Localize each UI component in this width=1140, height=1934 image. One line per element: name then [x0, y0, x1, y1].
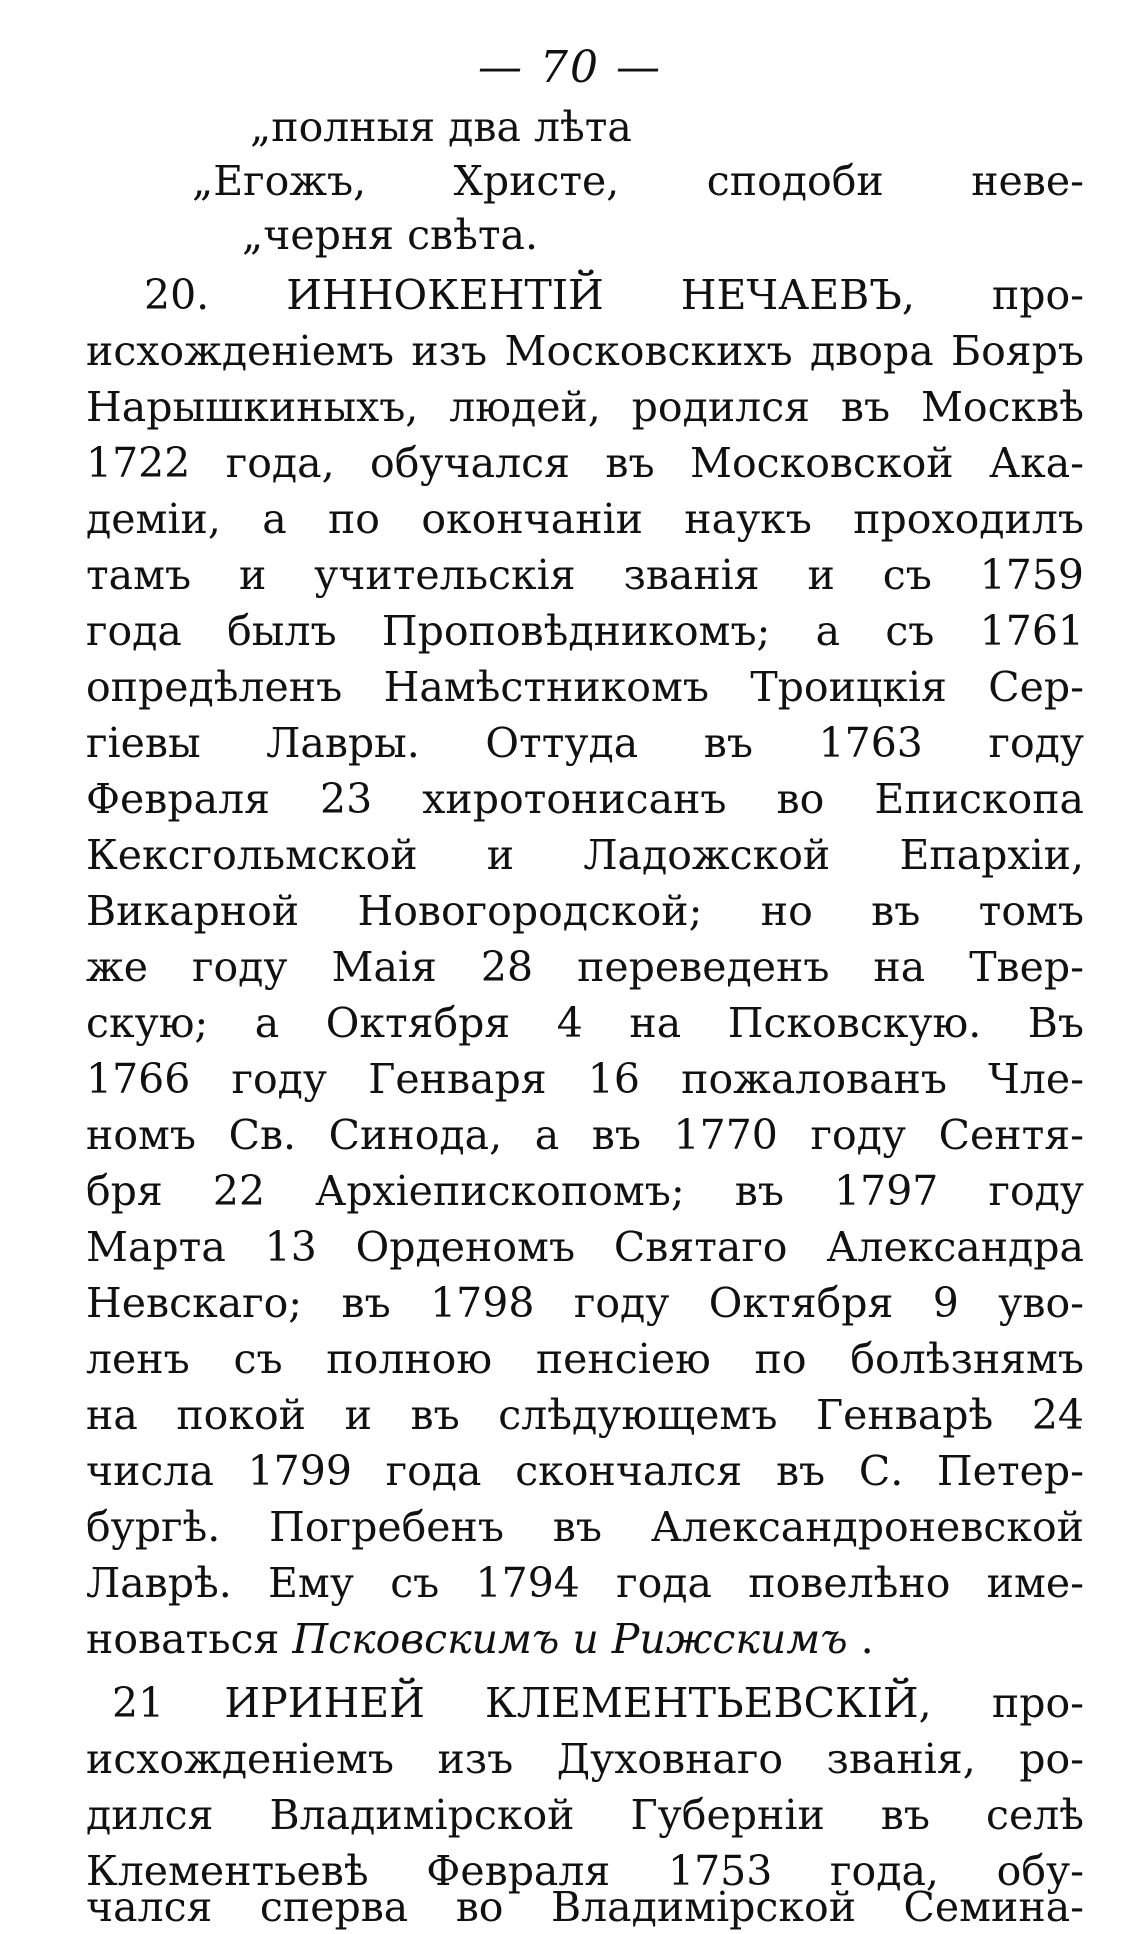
- text-line: Нарышкиныхъ, людей, родился въ Москвѣ: [86, 383, 1084, 431]
- text-line: Кексгольмской и Ладожской Епархіи,: [86, 831, 1084, 879]
- text-line: числа 1799 года скончался въ С. Петер-: [86, 1447, 1084, 1495]
- text-line: тамъ и учительскія званія и съ 1759: [86, 551, 1084, 599]
- text-line: чался сперва во Владимірской Семина-: [86, 1883, 1084, 1930]
- text-line: Февраля 23 хиротонисанъ во Епископа: [86, 775, 1084, 823]
- text-line: Клементьевѣ Февраля 1753 года, обу-: [86, 1847, 1084, 1895]
- text-line: исхожденіемъ изъ Московскихъ двора Бояръ: [86, 327, 1084, 375]
- text-line: Лаврѣ. Ему съ 1794 года повелѣно име-: [86, 1559, 1084, 1607]
- text-line: Марта 13 Орденомъ Святаго Александра: [86, 1223, 1084, 1271]
- text-line: Викарной Новогородской; но въ томъ: [86, 887, 1084, 935]
- text-line: на покой и въ слѣдующемъ Генварѣ 24: [86, 1391, 1084, 1439]
- text-line: 1766 году Генваря 16 пожалованъ Чле-: [86, 1055, 1084, 1103]
- text-line: дился Владимірской Губерніи въ селѣ: [86, 1791, 1084, 1839]
- text-line: гіевы Лавры. Оттуда въ 1763 году: [86, 719, 1084, 767]
- text-line: же году Маія 28 переведенъ на Твер-: [86, 943, 1084, 991]
- text-line: номъ Св. Синода, а въ 1770 году Сентя-: [86, 1111, 1084, 1159]
- text-span: .: [847, 1615, 874, 1663]
- text-line: бря 22 Архіепископомъ; въ 1797 году: [86, 1167, 1084, 1215]
- text-line: опредѣленъ Намѣстникомъ Троицкія Сер-: [86, 663, 1084, 711]
- page-number: — 70 —: [478, 42, 662, 93]
- text-line: ленъ съ полною пенсіею по болѣзнямъ: [86, 1335, 1084, 1383]
- text-line-with-italic: [86, 1612, 1084, 1666]
- text-line: года былъ Проповѣдникомъ; а съ 1761: [86, 607, 1084, 655]
- text-line: „полныя два лѣта: [250, 103, 632, 151]
- text-line: скую; а Октября 4 на Псковскую. Въ: [86, 999, 1084, 1047]
- text-line: „черня свѣта.: [242, 211, 539, 259]
- italic-emphasis: Псковскимъ и Рижскимъ: [292, 1615, 848, 1663]
- text-line: исхожденіемъ изъ Духовнаго званія, ро-: [86, 1735, 1084, 1783]
- text-line: Невскаго; въ 1798 году Октября 9 уво-: [86, 1279, 1084, 1327]
- text-line: „Егожъ, Христе, сподоби неве-: [192, 157, 1084, 205]
- paragraph-20-heading-line: 20. ИННОКЕНТІЙ НЕЧАЕВЪ, про-: [144, 271, 1084, 319]
- text-line: 1722 года, обучался въ Московской Ака-: [86, 439, 1084, 487]
- text-line: деміи, а по окончаніи наукъ проходилъ: [86, 495, 1084, 543]
- text-line: бургѣ. Погребенъ въ Александроневской: [86, 1503, 1084, 1551]
- text-span: новаться: [86, 1615, 293, 1663]
- paragraph-21-heading-line: 21 ИРИНЕЙ КЛЕМЕНТЬЕВСКІЙ, про-: [112, 1679, 1084, 1727]
